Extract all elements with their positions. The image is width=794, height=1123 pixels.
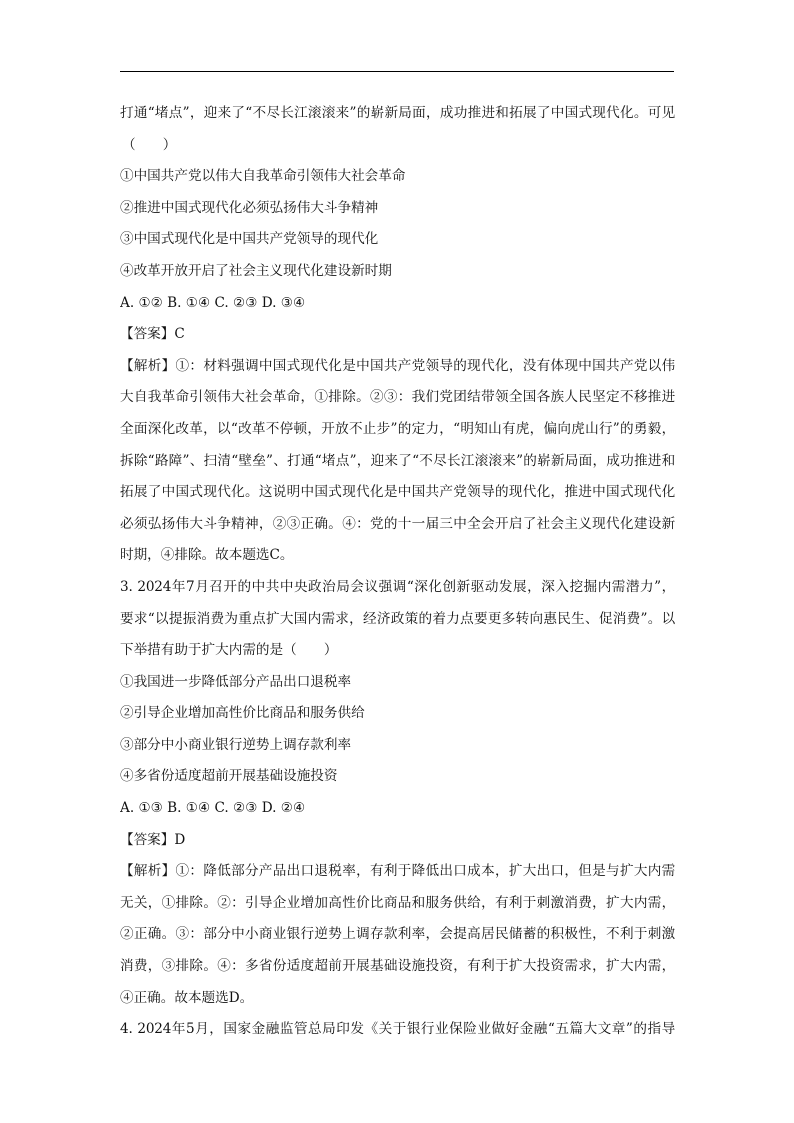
- analysis-line: 拆除“路障”、扫清“壁垒”、打通“堵点”，迎来了“不尽长江滚滚来”的崭新局面，成功推进和: [120, 452, 675, 469]
- analysis-line: 全面深化改革，以“改革不停顿，开放不止步”的定力，“明知山有虎，偏向虎山行”的勇毅，: [120, 420, 675, 437]
- option-statement: ③中国式现代化是中国共产党领导的现代化: [120, 231, 379, 248]
- option-statement: ③部分中小商业银行逆势上调存款利率: [120, 736, 352, 753]
- question-line: 下举措有助于扩大内需的是（ ）: [120, 642, 338, 659]
- option-statement: ②引导企业增加高性价比商品和服务供给: [120, 705, 365, 722]
- question-line: 3. 2024年7月召开的中共中央政治局会议强调“深化创新驱动发展，深入挖掘内需潜力”，: [120, 578, 675, 595]
- analysis-line: 拓展了中国式现代化。这说明中国式现代化是中国共产党领导的现代化，推进中国式现代化: [120, 484, 675, 501]
- analysis-line: 无关，①排除。②：引导企业增加高性价比商品和服务供给，有利于刺激消费，扩大内需，: [120, 894, 675, 911]
- choice-options: A. ①② B. ①④ C. ②③ D. ③④: [120, 294, 306, 311]
- choice-options: A. ①③ B. ①④ C. ②③ D. ②④: [120, 800, 306, 817]
- question-line: 要求“以提振消费为重点扩大国内需求，经济政策的着力点要更多转向惠民生、促消费”。以: [120, 610, 675, 627]
- answer-label: 【答案】C: [120, 326, 185, 343]
- analysis-line: 【解析】①：材料强调中国式现代化是中国共产党领导的现代化，没有体现中国共产党以伟: [120, 357, 675, 374]
- text-line: 打通“堵点”，迎来了“不尽长江滚滚来”的崭新局面，成功推进和拓展了中国式现代化。可见: [120, 105, 675, 121]
- question-line: 4. 2024年5月，国家金融监管总局印发《关于银行业保险业做好金融“五篇大文章”的指导: [120, 1021, 675, 1038]
- option-statement: ④多省份适度超前开展基础设施投资: [120, 768, 338, 785]
- answer-label: 【答案】D: [120, 831, 186, 848]
- analysis-line: 大自我革命引领伟大社会革命，①排除。②③：我们党团结带领全国各族人民坚定不移推进: [120, 389, 675, 406]
- analysis-line: 消费，③排除。④：多省份适度超前开展基础设施投资，有利于扩大投资需求，扩大内需，: [120, 958, 675, 975]
- analysis-line: ②正确。③：部分中小商业银行逆势上调存款利率，会提高居民储蓄的积极性，不利于刺激: [120, 926, 675, 943]
- answer-parentheses: （ ）: [122, 136, 177, 153]
- document-body: [120, 98, 675, 1046]
- analysis-line: ④正确。故本题选D。: [120, 989, 254, 1006]
- option-statement: ①中国共产党以伟大自我革命引领伟大社会革命: [120, 168, 406, 185]
- analysis-line: 【解析】①：降低部分产品出口退税率，有利于降低出口成本，扩大出口，但是与扩大内需: [120, 863, 675, 880]
- option-statement: ①我国进一步降低部分产品出口退税率: [120, 673, 352, 690]
- option-statement: ②推进中国式现代化必须弘扬伟大斗争精神: [120, 199, 379, 216]
- analysis-line: 时期，④排除。故本题选C。: [120, 547, 294, 564]
- analysis-line: 必须弘扬伟大斗争精神，②③正确。④：党的十一届三中全会开启了社会主义现代化建设新: [120, 515, 675, 532]
- option-statement: ④改革开放开启了社会主义现代化建设新时期: [120, 262, 392, 279]
- header-rule: [120, 71, 674, 72]
